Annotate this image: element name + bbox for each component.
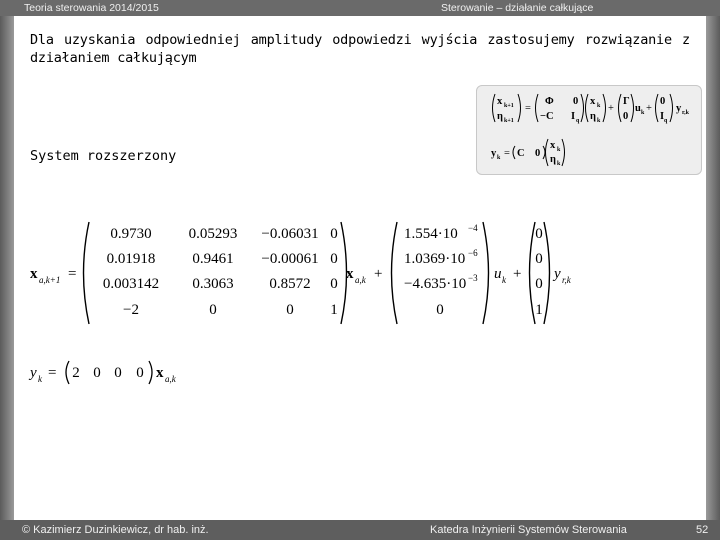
inset-yr-sub: r,k	[682, 110, 689, 116]
matrix-a-cell-r4c3: 0	[286, 302, 294, 318]
inset-u-sub: k	[641, 110, 645, 116]
inset-m22: I	[571, 111, 576, 122]
matrix-a-cell-r2c2: 0.9461	[192, 251, 234, 267]
output-row-cell-c1: 2	[72, 365, 80, 381]
vector-b	[404, 223, 478, 318]
left-frame	[0, 0, 14, 540]
vector-b-left-bracket	[392, 222, 398, 324]
vector-b-mantissa-r2: 1.0369·10	[404, 251, 466, 267]
lhs-state-sub: a,k+1	[39, 275, 61, 285]
inset-state-row2: η	[497, 111, 503, 122]
inset-state-row1-sub: k+1	[504, 103, 514, 109]
plus-two: +	[513, 266, 522, 282]
vector-e-cell-r4: 1	[535, 302, 543, 318]
augmented-system-equations	[14, 211, 706, 391]
inset-v1: x	[590, 96, 596, 107]
inset-out-x-sub: k	[557, 147, 561, 153]
output-row-cell-c3: 0	[114, 365, 122, 381]
header-bar	[0, 0, 720, 16]
inset-equals: =	[525, 103, 531, 114]
matrix-a-cell-r3c1: 0.003142	[102, 276, 160, 292]
inset-m11: Φ	[545, 96, 554, 107]
inset-yr: y	[676, 103, 682, 114]
matrix-a-cell-r3c2: 0.3063	[192, 276, 234, 292]
matrix-a-cell-r2c3: −0.00061	[261, 251, 319, 267]
matrix-a-cell-r1c2: 0.05293	[188, 226, 238, 242]
inset-m12: 0	[573, 96, 579, 107]
inset-i2-sub: q	[664, 118, 668, 124]
matrix-a-cell-r2c4: 0	[330, 251, 338, 267]
input-u-sub: k	[502, 275, 506, 285]
matrix-a	[103, 226, 338, 318]
inset-v2-sub: k	[597, 118, 601, 124]
inset-i1: 0	[660, 96, 666, 107]
inset-v1-sub: k	[597, 103, 601, 109]
inset-out-eta: η	[550, 154, 556, 165]
vector-e	[535, 226, 543, 318]
reference-y-sub: r,k	[562, 275, 571, 285]
lhs-state: x	[30, 266, 38, 282]
right-frame	[706, 0, 720, 540]
inset-state-row2-sub: k+1	[504, 118, 514, 124]
vector-b-exponent-r3: −3	[468, 273, 478, 283]
matrix-a-cell-r4c1: −2	[123, 302, 139, 318]
inset-out-y: y	[491, 148, 497, 159]
vector-b-exponent-r1: −4	[468, 223, 478, 233]
matrix-a-cell-r4c2: 0	[209, 302, 217, 318]
inset-out-eta-sub: k	[557, 161, 561, 167]
state-vector-sub: a,k	[355, 275, 366, 285]
output-row-cell-c2: 0	[93, 365, 101, 381]
output-equals: =	[48, 365, 57, 381]
matrix-a-left-bracket	[84, 222, 90, 324]
equation-inset	[476, 85, 702, 175]
inset-equations	[477, 86, 701, 174]
plus-one: +	[374, 266, 383, 282]
output-row-right-bracket	[149, 361, 152, 384]
vector-e-right-bracket	[544, 222, 550, 324]
state-vector: x	[346, 266, 354, 282]
inset-out-y-sub: k	[497, 155, 501, 161]
intro-paragraph: Dla uzyskania odpowiedniej amplitudy odpowiedzi wyjścia zastosujemy rozwiązanie z działaniem całkującym	[30, 32, 690, 66]
output-row-left-bracket	[66, 361, 69, 384]
inset-u: u	[635, 103, 641, 114]
footer-department: Katedra Inżynierii Systemów Sterowania	[430, 524, 627, 536]
vector-e-cell-r2: 0	[535, 251, 543, 267]
inset-g2: 0	[623, 111, 629, 122]
output-row	[72, 365, 144, 381]
slide-topic: Sterowanie – działanie całkujące	[441, 2, 594, 14]
inset-m22-sub: q	[576, 118, 580, 124]
inset-out-equals: =	[504, 148, 510, 159]
matrix-a-cell-r1c3: −0.06031	[261, 226, 319, 242]
inset-m21: −C	[540, 111, 554, 122]
inset-g1: Γ	[623, 96, 630, 107]
reference-y: y	[554, 266, 561, 282]
inset-plus1: +	[608, 103, 614, 114]
inset-plus2: +	[646, 103, 652, 114]
vector-b-right-bracket	[483, 222, 489, 324]
footer-bar	[0, 520, 720, 540]
output-row-cell-c4: 0	[136, 365, 144, 381]
matrix-a-cell-r3c3: 0.8572	[269, 276, 311, 292]
output-state-sub: a,k	[165, 374, 176, 384]
vector-b-mantissa-r3: −4.635·10	[404, 276, 467, 292]
footer-author: © Kazimierz Duzinkiewicz, dr hab. inż.	[22, 524, 209, 536]
output-state: x	[156, 365, 164, 381]
output-y: y	[30, 365, 37, 381]
input-u: u	[494, 266, 502, 282]
matrix-a-cell-r1c4: 0	[330, 226, 338, 242]
vector-b-cell-r4: 0	[436, 302, 444, 318]
course-title: Teoria sterowania 2014/2015	[24, 2, 159, 14]
vector-e-left-bracket	[530, 222, 536, 324]
inset-state-row1: x	[497, 96, 503, 107]
matrix-a-cell-r2c1: 0.01918	[106, 251, 156, 267]
page-number: 52	[696, 524, 709, 536]
slide-content	[14, 16, 706, 520]
matrix-a-cell-r3c4: 0	[330, 276, 338, 292]
matrix-a-cell-r1c1: 0.9730	[110, 226, 152, 242]
inset-out-x: x	[550, 140, 556, 151]
inset-out-zero: 0	[535, 148, 541, 159]
inset-v2: η	[590, 111, 596, 122]
vector-e-cell-r3: 0	[535, 276, 543, 292]
lhs-equals: =	[68, 266, 77, 282]
vector-e-cell-r1: 0	[535, 226, 543, 242]
system-label: System rozszerzony	[30, 148, 177, 164]
matrix-a-cell-r4c4: 1	[330, 302, 338, 318]
vector-b-mantissa-r1: 1.554·10	[404, 226, 458, 242]
inset-i2: I	[660, 111, 665, 122]
output-y-sub: k	[38, 374, 42, 384]
vector-b-exponent-r2: −6	[468, 248, 478, 258]
inset-out-c: C	[517, 148, 525, 159]
